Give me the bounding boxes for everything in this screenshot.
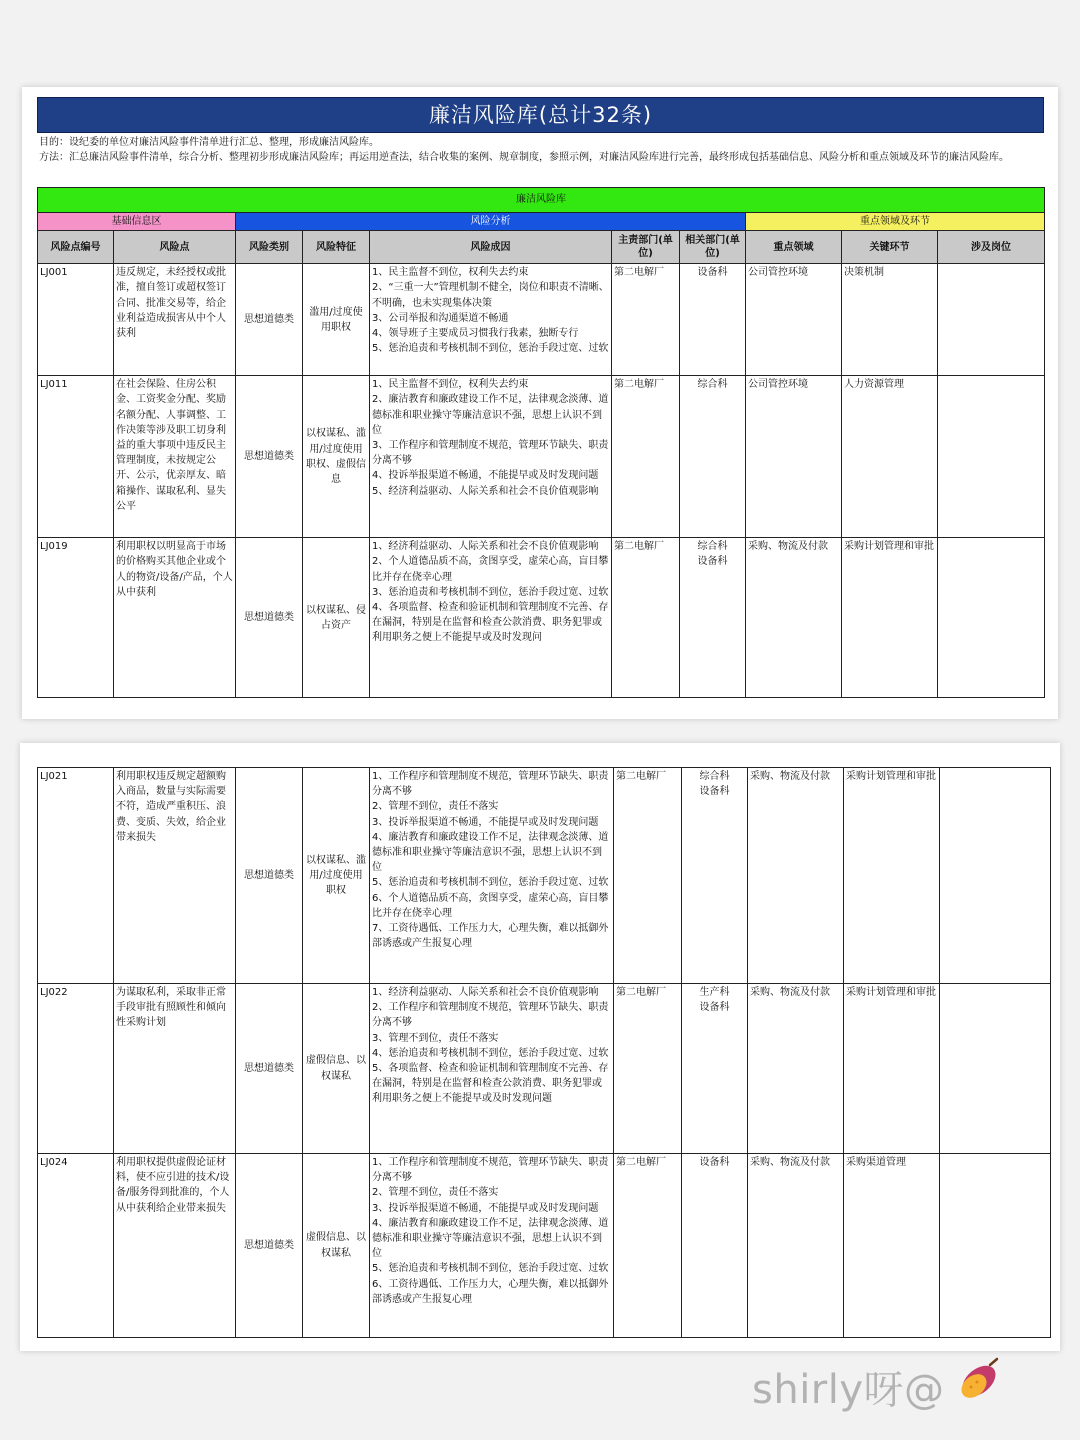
page-title: 廉洁风险库(总计32条) (37, 97, 1044, 133)
sheet-page-1 (22, 87, 1058, 719)
table-row (38, 376, 1045, 538)
cell-causes: 1、经济利益驱动、人际关系和社会不良价值观影响 2、工作程序和管理制度不规范，管理环节缺失、职责分离不够 3、管理不到位，责任不落实 4、惩治追责和考核机制不到位，惩治手段过宽、过软 5、各项监督、检查和验证机制和管理制度不完善、存在漏洞，特别是在监督和检查公款消费、职务犯罪或利用职务之便上不能提早或及时发现问题 (370, 984, 614, 1154)
cell-area: 采购、物流及付款 (748, 984, 844, 1154)
cell-category: 思想道德类 (236, 768, 303, 984)
banner: 廉洁风险库 (38, 188, 1045, 213)
cell-feature: 滥用/过度使用职权 (303, 264, 370, 376)
cell-post (940, 984, 1051, 1154)
col-header: 风险特征 (303, 231, 370, 264)
col-header: 主责部门(单位) (612, 231, 680, 264)
sheet-page-2 (20, 743, 1060, 1351)
cell-point: 利用职权提供虚假论证材料，使不应引进的技术/设备/服务得到批准的，个人从中获利给企业带来损失 (114, 1154, 236, 1338)
cell-causes: 1、经济利益驱动、人际关系和社会不良价值观影响 2、个人道德品质不高，贪图享受，虚荣心高，盲目攀比并存在侥幸心理 3、惩治追责和考核机制不到位，惩治手段过宽、过软 4、各项监督、检查和验证机制和管理制度不完善、存在漏洞，特别是在监督和检查公款消费、职务犯罪或利用职务之便上不能提早或及时发现问 (370, 538, 612, 698)
cell-id: LJ021 (38, 768, 114, 984)
cell-causes: 1、工作程序和管理制度不规范，管理环节缺失、职责分离不够 2、管理不到位，责任不落实 3、投诉举报渠道不畅通，不能提早或及时发现问题 4、廉洁教育和廉政建设工作不足，法律观念淡薄、道德标准和职业操守等廉洁意识不强，思想上认识不到位 5、惩治追责和考核机制不到位，惩治手段过宽、过软 6、工资待遇低、工作压力大，心理失衡，难以抵御外部诱惑或产生报复心理 (370, 1154, 614, 1338)
table-row (38, 264, 1045, 376)
cell-rel-dept: 设备科 (682, 1154, 748, 1338)
cell-lead-dept: 第二电解厂 (614, 1154, 682, 1338)
cell-feature: 以权谋私、侵占资产 (303, 538, 370, 698)
cell-area: 采购、物流及付款 (746, 538, 842, 698)
section-key: 重点领域及环节 (746, 213, 1045, 231)
cell-lead-dept: 第二电解厂 (614, 768, 682, 984)
col-header: 重点领域 (746, 231, 842, 264)
col-header: 风险点编号 (38, 231, 114, 264)
cell-point: 在社会保险、住房公积金、工资奖金分配、奖励名额分配、人事调整、工作决策等涉及职工切身利益的重大事项中违反民主管理制度，未按规定公开、公示，优亲厚友、暗箱操作、谋取私利、显失公平 (114, 376, 236, 538)
cell-post (938, 376, 1045, 538)
cell-id: LJ019 (38, 538, 114, 698)
cell-area: 公司管控环境 (746, 376, 842, 538)
table-row (38, 768, 1051, 984)
watermark-text: shirly呀@ (752, 1367, 945, 1413)
cell-category: 思想道德类 (236, 264, 303, 376)
risk-table-page-2 (37, 767, 1051, 1338)
cell-causes: 1、民主监督不到位，权利失去约束 2、“三重一大”管理机制不健全，岗位和职责不清晰、不明确，也未实现集体决策 3、公司举报和沟通渠道不畅通 4、领导班子主要成员习惯我行我素，独断专行 5、惩治追责和考核机制不到位，惩治手段过宽、过软 (370, 264, 612, 376)
section-basic: 基础信息区 (38, 213, 236, 231)
cell-feature: 虚假信息、以权谋私 (303, 1154, 370, 1338)
section-analysis: 风险分析 (236, 213, 746, 231)
col-header: 风险成因 (370, 231, 612, 264)
cell-rel-dept: 综合科 设备科 (682, 768, 748, 984)
cell-lead-dept: 第二电解厂 (614, 984, 682, 1154)
cell-id: LJ011 (38, 376, 114, 538)
cell-category: 思想道德类 (236, 538, 303, 698)
table-row (38, 984, 1051, 1154)
cell-post (938, 264, 1045, 376)
cell-category: 思想道德类 (236, 1154, 303, 1338)
cell-link: 人力资源管理 (842, 376, 938, 538)
col-header: 风险点 (114, 231, 236, 264)
intro-text (39, 135, 1042, 165)
cell-category: 思想道德类 (236, 376, 303, 538)
cell-link: 采购计划管理和审批 (844, 768, 940, 984)
cell-causes: 1、民主监督不到位，权利失去约束 2、廉洁教育和廉政建设工作不足，法律观念淡薄、道德标准和职业操守等廉洁意识不强，思想上认识不到位 3、工作程序和管理制度不规范，管理环节缺失、职责分离不够 4、投诉举报渠道不畅通，不能提早或及时发现问题 5、经济利益驱动、人际关系和社会不良价值观影响 (370, 376, 612, 538)
cell-post (940, 768, 1051, 984)
cell-area: 采购、物流及付款 (748, 1154, 844, 1338)
intro-method: 方法：汇总廉洁风险事件清单，综合分析、整理初步形成廉洁风险库；再运用逆查法，结合收集的案例、规章制度，参照示例，对廉洁风险库进行完善，最终形成包括基础信息、风险分析和重点领域及环节的廉洁风险库。 (39, 152, 1009, 163)
cell-rel-dept: 综合科 设备科 (680, 538, 746, 698)
cell-id: LJ001 (38, 264, 114, 376)
risk-table-page-1 (37, 187, 1045, 698)
cell-lead-dept: 第二电解厂 (612, 538, 680, 698)
cell-rel-dept: 生产科 设备科 (682, 984, 748, 1154)
cell-point: 利用职权违反规定超额购入商品，数量与实际需要不符，造成严重积压、浪费、变质、失效，给企业带来损失 (114, 768, 236, 984)
cell-lead-dept: 第二电解厂 (612, 376, 680, 538)
cell-area: 采购、物流及付款 (748, 768, 844, 984)
cell-point: 为谋取私利，采取非正常手段审批有照顾性和倾向性采购计划 (114, 984, 236, 1154)
cell-rel-dept: 设备科 (680, 264, 746, 376)
col-header: 风险类别 (236, 231, 303, 264)
cell-link: 采购计划管理和审批 (842, 538, 938, 698)
col-header: 关键环节 (842, 231, 938, 264)
sweet-potato-icon (952, 1356, 1002, 1406)
cell-id: LJ024 (38, 1154, 114, 1338)
cell-category: 思想道德类 (236, 984, 303, 1154)
cell-feature: 以权谋私、滥用/过度使用职权 (303, 768, 370, 984)
cell-point: 违反规定，未经授权或批准，擅自签订或超权签订合同、批准交易等，给企业利益造成损害从中个人获利 (114, 264, 236, 376)
table-row (38, 538, 1045, 698)
intro-purpose: 目的：设纪委的单位对廉洁风险事件清单进行汇总、整理，形成廉洁风险库。 (39, 137, 379, 148)
cell-area: 公司管控环境 (746, 264, 842, 376)
cell-feature: 虚假信息、以权谋私 (303, 984, 370, 1154)
cell-post (938, 538, 1045, 698)
cell-id: LJ022 (38, 984, 114, 1154)
col-header: 相关部门(单位) (680, 231, 746, 264)
cell-lead-dept: 第二电解厂 (612, 264, 680, 376)
table-row (38, 1154, 1051, 1338)
cell-link: 采购计划管理和审批 (844, 984, 940, 1154)
cell-point: 利用职权以明显高于市场的价格购买其他企业或个人的物资/设备/产品，个人从中获利 (114, 538, 236, 698)
cell-post (940, 1154, 1051, 1338)
col-header: 涉及岗位 (938, 231, 1045, 264)
cell-link: 决策机制 (842, 264, 938, 376)
cell-rel-dept: 综合科 (680, 376, 746, 538)
cell-feature: 以权谋私、滥用/过度使用职权、虚假信息 (303, 376, 370, 538)
header-row (38, 231, 1045, 264)
cell-link: 采购渠道管理 (844, 1154, 940, 1338)
cell-causes: 1、工作程序和管理制度不规范，管理环节缺失、职责分离不够 2、管理不到位，责任不落实 3、投诉举报渠道不畅通，不能提早或及时发现问题 4、廉洁教育和廉政建设工作不足，法律观念淡薄、道德标准和职业操守等廉洁意识不强，思想上认识不到位 5、惩治追责和考核机制不到位，惩治手段过宽、过软 6、个人道德品质不高，贪图享受，虚荣心高，盲目攀比并存在侥幸心理 7、工资待遇低、工作压力大，心理失衡，难以抵御外部诱惑或产生报复心理 (370, 768, 614, 984)
